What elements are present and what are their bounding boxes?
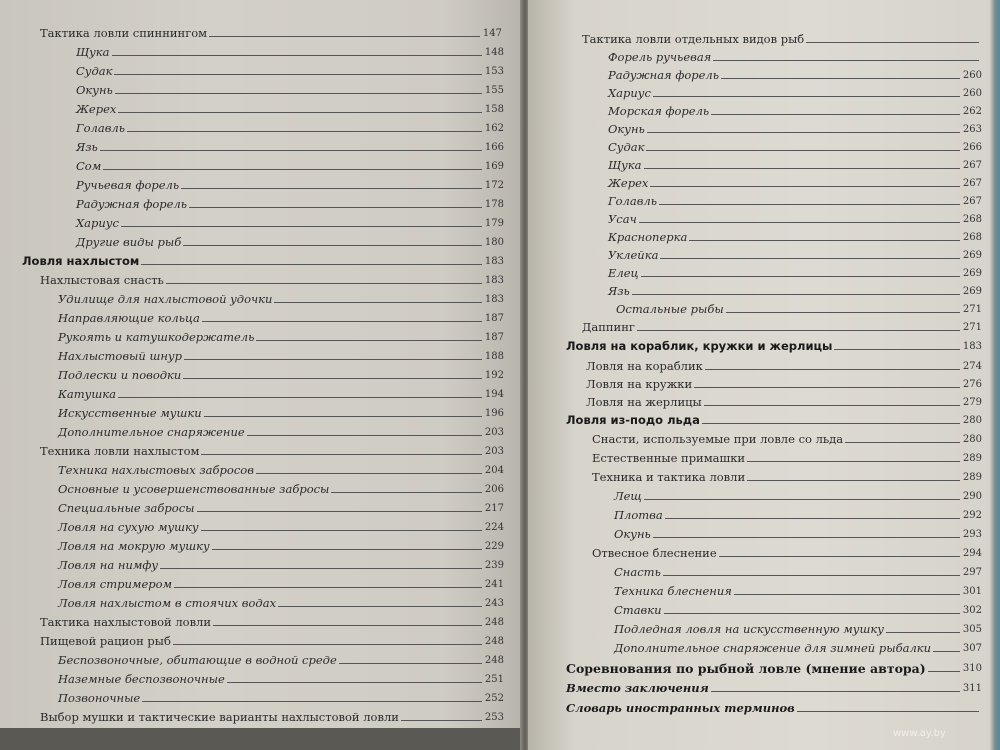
- toc-entry: Ловля на кораблик 274: [586, 359, 982, 373]
- toc-entry: Подледная ловля на искусственную мушку 305: [614, 622, 982, 636]
- toc-entry: Хариус 179: [76, 216, 504, 230]
- toc-entry: Елец 269: [608, 266, 982, 280]
- toc-entry: Ловля стримером 241: [58, 577, 504, 591]
- toc-entry: Щука 148: [76, 45, 504, 59]
- toc-entry: Тактика нахлыстовой ловли 248: [40, 615, 504, 629]
- toc-entry: Жерех 267: [608, 176, 982, 190]
- toc-entry: Окунь 263: [608, 122, 982, 136]
- toc-entry: Язь 269: [608, 284, 982, 298]
- toc-entry: Техника и тактика ловли 289: [592, 470, 982, 484]
- toc-entry: Ловля на жерлицы 279: [586, 395, 982, 409]
- toc-entry: Дополнительное снаряжение для зимней рыбалки 307: [614, 641, 982, 655]
- toc-entry: Даппинг 271: [582, 320, 982, 334]
- toc-entry: Морская форель 262: [608, 104, 982, 118]
- toc-entry: Специальные забросы 217: [58, 501, 504, 515]
- toc-entry: Щука 267: [608, 158, 982, 172]
- toc-entry: Судак 153: [76, 64, 504, 78]
- toc-entry: Беспозвоночные, обитающие в водной среде 248: [58, 653, 504, 667]
- toc-entry: Техника блеснения 301: [614, 584, 982, 598]
- toc-entry: Снасти, используемые при ловле со льда 280: [592, 432, 982, 446]
- toc-entry: Нахлыстовая снасть 183: [40, 273, 504, 287]
- toc-entry: Техника ловли нахлыстом 203: [40, 444, 504, 458]
- toc-entry: Позвоночные 252: [58, 691, 504, 705]
- toc-section: Соревнования по рыбной ловле (мнение автора) 310: [566, 661, 982, 676]
- toc-entry: Отвесное блеснение 294: [592, 546, 982, 560]
- watermark: www.ay.by: [893, 728, 946, 739]
- toc-entry: Уклейка 269: [608, 248, 982, 262]
- toc-entry: Ставки 302: [614, 603, 982, 617]
- toc-entry: Усач 268: [608, 212, 982, 226]
- toc-entry: Дополнительное снаряжение 203: [58, 425, 504, 439]
- toc-entry: Снасть 297: [614, 565, 982, 579]
- toc-entry: Техника нахлыстовых забросов 204: [58, 463, 504, 477]
- toc-entry: Подлески и поводки 192: [58, 368, 504, 382]
- page-shadow: [0, 728, 522, 750]
- toc-entry: Тактика ловли отдельных видов рыб: [582, 28, 982, 46]
- toc-entry: Искусственные мушки 196: [58, 406, 504, 420]
- toc-entry: Удилище для нахлыстовой удочки 183: [58, 292, 504, 306]
- toc-entry: Лещ 290: [614, 489, 982, 503]
- toc-entry: Окунь 155: [76, 83, 504, 97]
- toc-entry: Голавль 267: [608, 194, 982, 208]
- toc-section: Ловля из-подо льда 280: [566, 413, 982, 427]
- toc-entry: Выбор мушки и тактические варианты нахлыстовой ловли 253: [40, 710, 504, 724]
- toc-entry: Форель ручьевая: [608, 46, 982, 64]
- toc-entry: Катушка 194: [58, 387, 504, 401]
- book-edge: [990, 0, 1000, 750]
- toc-entry: Ручьевая форель 172: [76, 178, 504, 192]
- toc-entry: Ловля на нимфу 239: [58, 558, 504, 572]
- toc-entry: Ловля нахлыстом в стоячих водах 243: [58, 596, 504, 610]
- toc-entry: Естественные примашки 289: [592, 451, 982, 465]
- toc-entry: Окунь 293: [614, 527, 982, 541]
- toc-entry: Направляющие кольца 187: [58, 311, 504, 325]
- toc-entry: Жерех 158: [76, 102, 504, 116]
- toc-entry: Язь 166: [76, 140, 504, 154]
- toc-section: Словарь иностранных терминов: [566, 697, 982, 715]
- toc-entry: Пищевой рацион рыб 248: [40, 634, 504, 648]
- toc-entry: Голавль 162: [76, 121, 504, 135]
- toc-entry: Тактика ловли спиннингом 147: [40, 26, 502, 40]
- toc-entry: Нахлыстовый шнур 188: [58, 349, 504, 363]
- toc-entry: Другие виды рыб 180: [76, 235, 504, 249]
- toc-section: Вместо заключения 311: [566, 681, 982, 695]
- toc-entry: Рукоять и катушкодержатель 187: [58, 330, 504, 344]
- toc-entry: Хариус 260: [608, 86, 982, 100]
- toc-entry: Наземные беспозвоночные 251: [58, 672, 504, 686]
- toc-entry: Ловля на кружки 276: [586, 377, 982, 391]
- toc-entry: Основные и усовершенствованные забросы 206: [58, 482, 504, 496]
- toc-entry: Радужная форель 178: [76, 197, 504, 211]
- toc-entry: Ловля на сухую мушку 224: [58, 520, 504, 534]
- toc-entry: Плотва 292: [614, 508, 982, 522]
- toc-entry: Судак 266: [608, 140, 982, 154]
- toc-entry: Радужная форель 260: [608, 68, 982, 82]
- toc-section: Ловля нахлыстом 183: [22, 254, 504, 268]
- toc-entry: Ловля на мокрую мушку 229: [58, 539, 504, 553]
- toc-section: Ловля на кораблик, кружки и жерлицы 183: [566, 339, 982, 353]
- toc-entry: Сом 169: [76, 159, 504, 173]
- toc-entry: Остальные рыбы 271: [616, 302, 982, 316]
- toc-entry: Красноперка 268: [608, 230, 982, 244]
- right-page: [528, 0, 1000, 750]
